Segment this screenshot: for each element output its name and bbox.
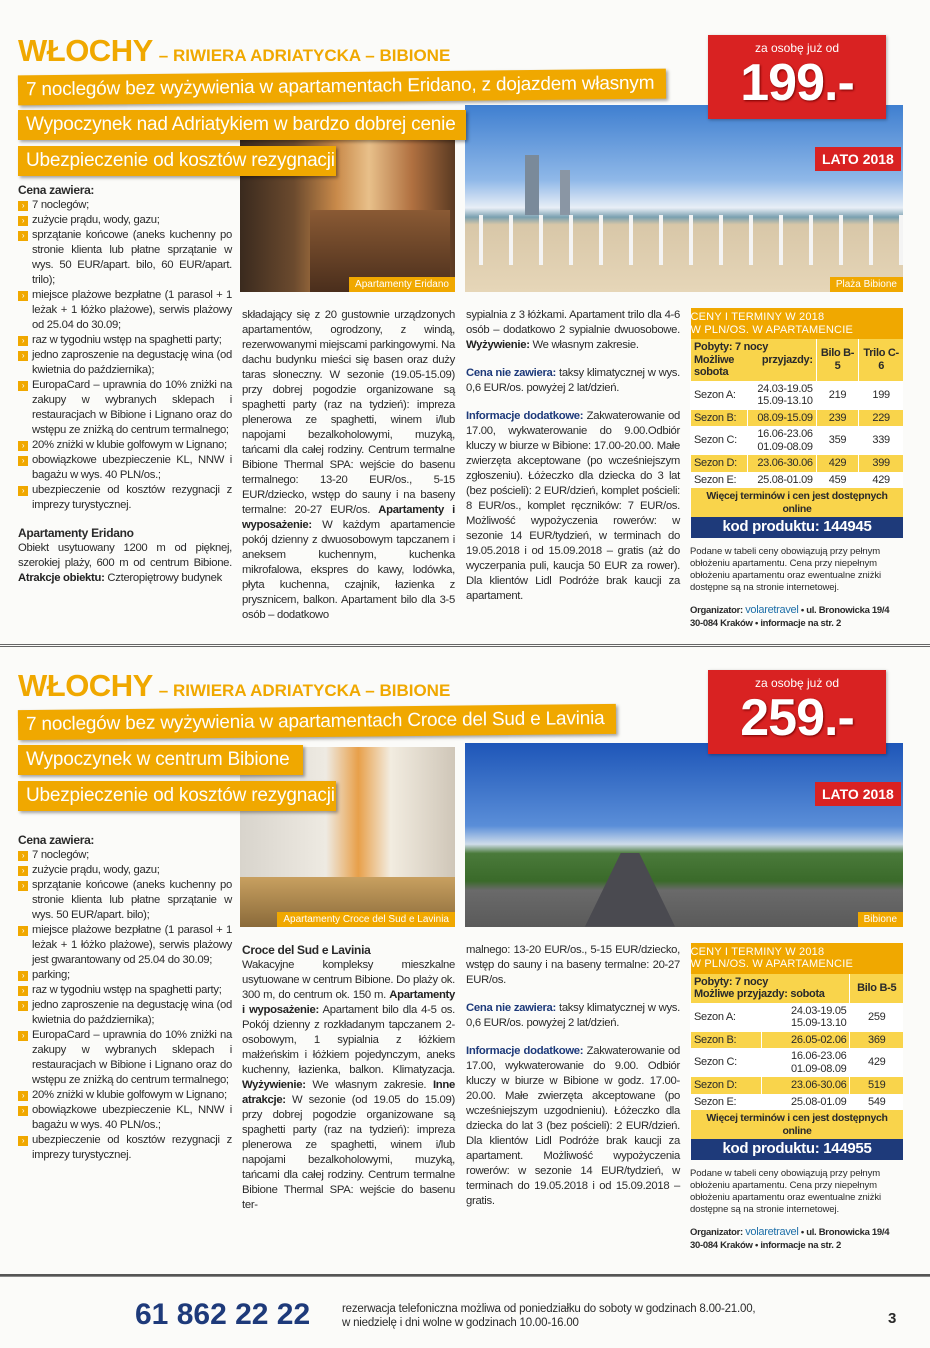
list-item: › EuropaCard – uprawnia do 10% zniżki na zakupy w wybranych sklepach i restauracjach w Bibione i Lignano oraz do wstępu ze zniżką do centrum termalnego;	[18, 378, 232, 438]
organizer	[690, 604, 903, 630]
season-name: Sezon B:	[691, 1032, 762, 1049]
photo-caption: Apartamenty Croce del Sud e Lavinia	[277, 912, 455, 927]
date-range: 08.09-15.09	[757, 411, 813, 424]
stay-length: Pobyty: 7 nocy	[694, 975, 769, 988]
section-heading: Croce del Sud e Lavinia	[242, 942, 371, 957]
season-dates	[762, 1094, 850, 1111]
table-title	[691, 943, 904, 974]
bold-label: Cena nie zawiera:	[466, 367, 556, 379]
bold-label: Apartamenty i wyposażenie:	[242, 988, 455, 1016]
paragraph	[18, 541, 232, 586]
list-item: › 20% zniżki w klubie golfowym w Lignano;	[18, 1088, 232, 1103]
table-row	[691, 381, 904, 410]
price-from-label: za osobę już od	[754, 41, 840, 55]
bold-label: Informacje dodatkowe:	[466, 410, 584, 422]
paragraph	[466, 1044, 680, 1209]
table-row	[691, 1048, 904, 1077]
bold-label-navy	[466, 410, 583, 422]
season-name: Sezon B:	[691, 410, 748, 427]
photo-caption: Plaża Bibione	[830, 277, 903, 292]
bullet-arrow-icon: ›	[18, 231, 28, 241]
price-badge	[708, 670, 886, 754]
list-item: › jedno zaproszenie na degustację wina (od kwietnia do października);	[18, 998, 232, 1028]
date-range: 25.08-01.09	[791, 1095, 847, 1108]
section-heading: Cena zawiera:	[18, 183, 95, 197]
list-item: › obowiązkowe ubezpieczenie KL, NNW i bagażu w wys. 40 PLN/os.;	[18, 453, 232, 483]
bold-label: Inne atrakcje:	[242, 1078, 455, 1106]
table-title-row	[691, 308, 904, 339]
text: malnego: 13-20 EUR/os., 5-15 EUR/dziecko, wstęp do sauny i na baseny termalne: 20-27 EUR/os.	[466, 943, 680, 986]
bold-label: Atrakcje obiektu:	[18, 572, 105, 584]
price-cell: 359	[816, 426, 859, 455]
price-cell: 429	[850, 1048, 903, 1077]
banner-headline: 7 noclegów bez wyżywienia w apartamentach Croce del Sud e Lavinia	[18, 703, 616, 739]
organizer-address: • ul. Bronowicka 19/4 30-084 Kraków • informacje na str. 2	[690, 1226, 890, 1251]
bullet-arrow-icon: ›	[18, 441, 28, 451]
text: We własnym zakresie.	[529, 339, 639, 351]
price-cell: 239	[816, 410, 859, 427]
bold-label-navy	[466, 1002, 556, 1014]
region: – RIWIERA ADRIATYCKA – BIBIONE	[158, 46, 451, 65]
region: – RIWIERA ADRIATYCKA – BIBIONE	[158, 680, 451, 700]
text: W sezonie (od 19.05 do 15.09) przy dobrej pogodzie organizowane są spaghetti party (raz na tydzień): impreza plenerowa ze spaghetti, winem i/lub napojami bezalkoholowymi, muzyką, tańcami dla całej rodziny. Centrum termalne Bibione Thermal SPA: wejście do basenu ter-	[242, 1093, 455, 1211]
price-note: Podane w tabeli ceny obowiązują przy pełnym obłożeniu apartamentu. Cena przy niepełnym obłożeniu apartamentu oraz ewentualne zniżki dostępne są na stronie internetowej.	[690, 1167, 881, 1215]
bullet-arrow-icon: ›	[18, 1106, 28, 1116]
list-item: › raz w tygodniu wstęp na spaghetti party;	[18, 983, 232, 998]
list-item: › ubezpieczenie od kosztów rezygnacji z imprezy turystycznej.	[18, 483, 232, 513]
offer-title	[18, 34, 450, 74]
column-description	[242, 943, 455, 1213]
column-header: Bilo B-5	[850, 974, 903, 1003]
column-header: Bilo B-5	[816, 339, 859, 381]
table-row	[691, 472, 904, 489]
bullet-arrow-icon: ›	[18, 1031, 28, 1041]
bold-label: Wyżywienie:	[242, 1078, 306, 1091]
date-range: 15.09-13.10	[791, 1017, 847, 1029]
table-title-row	[691, 943, 904, 974]
banner-subline: Wypoczynek w centrum Bibione	[18, 745, 303, 775]
page-number: 3	[888, 1309, 897, 1327]
country: WŁOCHY	[18, 667, 153, 703]
bullet-arrow-icon: ›	[18, 351, 28, 361]
paragraph	[242, 308, 455, 623]
text: Zakwaterowanie od 17.00, wykwaterowanie do 9.00.Odbiór kluczy w biurze w Bibione: 17.00-20.00. Małe zwierzęta akceptowane (po wcześniejszym zgłoszeniu). Łóżeczko dla dziecka do 3 lat (bez pościeli): 2 EUR/dzień, komplet pościeli: 8 EUR/os., komplet ręczników: 7 EUR/os. Możliwość wypożyczenia rowerów: w sezonie 14 EUR/tydzień, w terminach do 19.05.2018 i od 15.09.2018 – gratis (aż do wyczerpania puli, kaucja 50 EUR za rower). Dla klientów Lidl Podróże brak kaucji za apartament.	[466, 410, 681, 602]
price-cell: 229	[859, 410, 903, 427]
bold-label-navy	[466, 1045, 583, 1057]
product-code: kod produktu: 144945	[691, 517, 904, 538]
bullet-arrow-icon: ›	[18, 381, 28, 391]
bullet-arrow-icon: ›	[18, 866, 28, 876]
table-row	[691, 455, 904, 472]
text: We własnym zakresie.	[305, 1078, 433, 1091]
bullet-arrow-icon: ›	[18, 926, 28, 936]
date-range: 25.08-01.09	[757, 473, 813, 486]
country: WŁOCHY	[18, 33, 153, 68]
price-note: Podane w tabeli ceny obowiązują przy pełnym obłożeniu apartamentu. Cena przy niepełnym obłożeniu apartamentu oraz ewentualne zniżki dostępne są na stronie internetowej.	[690, 545, 881, 593]
date-range: 24.03-19.05	[757, 382, 813, 395]
date-range: 24.03-19.05	[791, 1004, 847, 1017]
list-item: › ubezpieczenie od kosztów rezygnacji z imprezy turystycznej.	[18, 1133, 232, 1163]
text: Apartament bilo dla 4-5 os. Pokój dzienny z rozkładanym tapczanem 2-osobowym, 1 sypialnia z łóżkiem małżeńskim i łóżkiem pojedynczym, aneks kuchenny, łazienka, balkon. Klimatyzacja.	[242, 1003, 455, 1076]
date-range: 23.06-30.06	[791, 1079, 847, 1091]
price-cell: 339	[859, 426, 903, 455]
text: Wakacyjne kompleksy mieszkalne usytuowane w centrum Bibione. Do plaży ok. 300 m, do centrum ok. 150 m.	[242, 958, 455, 1001]
season-dates	[762, 1003, 850, 1032]
booking-hours-weekdays: rezerwacja telefoniczna możliwa od poniedziałku do soboty w godzinach 8.00-21.00,	[342, 1302, 756, 1315]
bold-label: Informacje dodatkowe:	[466, 1044, 584, 1057]
season-name: Sezon D:	[691, 1077, 762, 1094]
season-dates	[762, 1032, 850, 1049]
section-heading: Apartamenty Eridano	[18, 526, 134, 540]
list-item: › raz w tygodniu wstęp na spaghetti party;	[18, 333, 232, 348]
organizer-label: Organizator:	[690, 604, 743, 616]
paragraph	[242, 958, 455, 1213]
bullet-arrow-icon: ›	[18, 1091, 28, 1101]
list-item: › zużycie prądu, wody, gazu;	[18, 213, 232, 228]
text: Zakwaterowanie od 17.00, wykwaterowanie do 9.00. Odbiór kluczy w biurze w Bibione w godz. 17.00-20.00. Małe zwierzęta akceptowane (po wcześniejszym uzgodnieniu). Łóżeczko dla dziecka do lat 3 (bez pościeli): 2 EUR/dzień. Dla klientów Lidl Podróże brak kaucji za apartament. Możliwość wypożyczenia rowerów: w sezonie 14 EUR/tydzień, w terminach do 19.05.2018 i od 15.09.2018 – gratis.	[466, 1044, 681, 1207]
date-range: 26.05-02.06	[791, 1033, 847, 1046]
bold-label-navy	[466, 367, 556, 379]
table-header-row	[691, 974, 904, 1003]
table-header-row	[691, 339, 904, 381]
price-cell: 399	[859, 455, 903, 472]
beach-photo	[465, 105, 903, 292]
price-cell: 259	[850, 1003, 903, 1032]
bold-label: Cena nie zawiera:	[466, 1001, 556, 1014]
date-range: 15.09-13.10	[757, 395, 813, 407]
organizer-address: • ul. Bronowicka 19/4 30-084 Kraków • informacje na str. 2	[690, 604, 890, 629]
column-prices	[690, 308, 903, 630]
offer-croce-del-sud	[0, 665, 930, 1260]
list-item: › miejsce plażowe bezpłatne (1 parasol + 1 leżak + 1 łóżko plażowe), serwis plażowy jest gwarantowany od 25.04 do 30.09;	[18, 923, 232, 968]
paragraph	[466, 409, 680, 604]
list-item: › 7 noclegów;	[18, 198, 232, 213]
list-item: › EuropaCard – uprawnia do 10% zniżki na zakupy w wybranych sklepach i restauracjach w Bibione i Lignano oraz do wstępu ze zniżką do centrum termalnego;	[18, 1028, 232, 1088]
price-from-label: za osobę już od	[754, 675, 840, 690]
page-footer	[0, 1274, 930, 1348]
table-row	[691, 426, 904, 455]
paragraph	[466, 943, 680, 988]
season-dates	[762, 1048, 850, 1077]
organizer	[690, 1226, 903, 1252]
date-range: 16.06-23.06	[757, 428, 813, 440]
product-code-row	[691, 1139, 904, 1160]
includes-list	[18, 848, 232, 1163]
banner-headline: 7 noclegów bez wyżywienia w apartamentach Eridano, z dojazdem własnym	[18, 69, 666, 106]
price-table	[690, 943, 903, 1160]
table-title-line: CENY I TERMINY W 2018	[690, 311, 825, 323]
offer-eridano	[0, 30, 930, 638]
season-name: Sezon C:	[691, 1048, 762, 1077]
price-badge	[708, 35, 886, 119]
bullet-arrow-icon: ›	[18, 986, 28, 996]
text: składający się z 20 gustownie urządzonych apartamentów, ogrodzony, z windą, rezerwowanymi miejscami parkingowymi. Na dachu budynku mieści się basen oraz duży taras słoneczny. W sezonie (19.05-15.09) przy dobrej pogodzie organizowane są spaghetti party (raz na tydzień): impreza plenerowa ze spaghetti, winem i/lub napojami bezalkoholowymi, muzyką, tańcami dla całej rodziny. Centrum termalne Bibione Thermal SPA: wejście do basenu termalnego: 13-20 EUR/os., 5-15 EUR/dziecko, wstęp do sauny i na baseny termalne: 20-27 EUR/os.	[242, 309, 455, 516]
banner-insurance: Ubezpieczenie od kosztów rezygnacji	[18, 781, 336, 811]
table-row	[691, 410, 904, 427]
list-item: › 7 noclegów;	[18, 848, 232, 863]
table-title	[691, 308, 904, 339]
banner-insurance: Ubezpieczenie od kosztów rezygnacji	[18, 146, 336, 176]
table-row	[691, 1032, 904, 1049]
photo-caption: Bibione	[858, 912, 903, 927]
product-code-row	[691, 517, 904, 538]
section-divider	[0, 644, 930, 647]
list-item: › miejsce plażowe bezpłatne (1 parasol + 1 leżak + 1 łóżko plażowe), serwis plażowy od 25.04 do 30.09;	[18, 288, 232, 333]
more-dates-link[interactable]: Więcej terminów i cen jest dostępnych online	[691, 1110, 904, 1139]
list-item: › sprzątanie końcowe (aneks kuchenny po stronie klienta lub płatne sprzątanie w wys. 50 EUR/apart. bilo, 60 EUR/apart. trilo);	[18, 228, 232, 288]
text: taksy klimatycznej w wys. 0,6 EUR/os. powyżej 2 lat/dzień.	[466, 1001, 680, 1029]
price-cell: 459	[816, 472, 859, 489]
stay-info	[691, 339, 817, 381]
organizer-label: Organizator:	[690, 1226, 743, 1238]
bullet-arrow-icon: ›	[18, 216, 28, 226]
column-description	[242, 308, 455, 623]
season-name: Sezon C:	[691, 426, 748, 455]
table-row	[691, 1003, 904, 1032]
text: W każdym apartamencie pokój dzienny z dwuosobowym tapczanem i aneksem kuchennym, kuchenka mikrofalowa, ekspres do kawy, lodówka, płyta kuchenna, czajnik, łazienka z prysznicem, balkon. Apartament bilo dla 3-5 osób – dodatkowo	[242, 519, 455, 621]
organizer-logo: volaretravel	[745, 1225, 799, 1238]
date-range: 01.09-08.09	[791, 1062, 847, 1075]
season-badge: LATO 2018	[815, 147, 901, 171]
more-dates-link[interactable]: Więcej terminów i cen jest dostępnych online	[691, 488, 904, 517]
price-table	[690, 308, 903, 538]
paragraph	[466, 308, 680, 353]
season-name: Sezon E:	[691, 472, 748, 489]
bullet-arrow-icon: ›	[18, 201, 28, 211]
bold-label: Wyżywienie:	[466, 339, 530, 351]
bullet-arrow-icon: ›	[18, 851, 28, 861]
season-name: Sezon E:	[691, 1094, 762, 1111]
arrival-days: Możliwe przyjazdy: sobota	[694, 353, 813, 378]
section-heading: Cena zawiera:	[18, 832, 95, 847]
price-value: 199.-	[740, 54, 854, 112]
price-cell: 219	[816, 381, 859, 410]
bullet-arrow-icon: ›	[18, 456, 28, 466]
text: Obiekt usytuowany 1200 m od pięknej, szerokiej plaży, 600 m od centrum Bibione.	[18, 542, 232, 569]
banner-subline: Wypoczynek nad Adriatykiem w bardzo dobrej cenie	[18, 110, 466, 140]
column-includes	[18, 833, 232, 1163]
date-range: 16.06-23.06	[791, 1050, 847, 1062]
bullet-arrow-icon: ›	[18, 971, 28, 981]
season-dates	[747, 410, 816, 427]
table-row	[691, 1077, 904, 1094]
column-prices	[690, 943, 903, 1252]
text: sypialnia z 3 łóżkami. Apartament trilo dla 4-6 osób – dodatkowo 2 sypialnie dwuosobowe.	[466, 309, 680, 336]
season-dates	[747, 472, 816, 489]
footer-divider	[0, 1274, 930, 1277]
season-dates	[747, 455, 816, 472]
season-dates	[747, 381, 816, 410]
price-cell: 549	[850, 1094, 903, 1111]
date-range: 23.06-30.06	[757, 457, 813, 469]
bullet-arrow-icon: ›	[18, 486, 28, 496]
organizer-logo: volaretravel	[745, 603, 799, 616]
bullet-arrow-icon: ›	[18, 1136, 28, 1146]
text: taksy klimatycznej w wys. 0,6 EUR/os. powyżej 2 lat/dzień.	[466, 367, 680, 394]
season-dates	[747, 426, 816, 455]
table-title-line: W PLN/OS. W APARTAMENCIE	[690, 958, 853, 970]
season-name: Sezon D:	[691, 455, 748, 472]
column-includes	[18, 183, 232, 586]
table-row	[691, 1094, 904, 1111]
bullet-arrow-icon: ›	[18, 881, 28, 891]
price-cell: 519	[850, 1077, 903, 1094]
price-cell: 429	[859, 472, 903, 489]
bullet-arrow-icon: ›	[18, 291, 28, 301]
column-additional-info	[466, 943, 680, 1209]
table-title-line: W PLN/OS. W APARTAMENCIE	[690, 323, 853, 336]
list-item: › obowiązkowe ubezpieczenie KL, NNW i bagażu w wys. 40 PLN/os.;	[18, 1103, 232, 1133]
price-cell: 369	[850, 1032, 903, 1049]
booking-hours	[342, 1302, 755, 1330]
bullet-arrow-icon: ›	[18, 1001, 28, 1011]
column-additional-info	[466, 308, 680, 604]
paragraph	[466, 1001, 680, 1031]
list-item: › sprzątanie końcowe (aneks kuchenny po stronie klienta lub płatne sprzątanie w wys. 50 EUR/apart. bilo);	[18, 878, 232, 923]
bullet-arrow-icon: ›	[18, 336, 28, 346]
offer-title	[18, 669, 450, 709]
price-cell: 199	[859, 381, 903, 410]
product-code: kod produktu: 144955	[691, 1139, 904, 1160]
season-name: Sezon A:	[691, 1003, 762, 1032]
text: Czteropiętrowy budynek	[104, 572, 222, 584]
promenade-photo	[465, 743, 903, 927]
season-badge: LATO 2018	[815, 782, 901, 806]
photo-caption: Apartamenty Eridano	[349, 277, 455, 292]
table-title-line: CENY I TERMINY W 2018	[690, 945, 825, 958]
paragraph	[466, 366, 680, 396]
list-item: › 20% zniżki w klubie golfowym w Lignano;	[18, 438, 232, 453]
stay-info	[691, 974, 850, 1003]
price-cell: 429	[816, 455, 859, 472]
bold-label: Apartamenty i wyposażenie:	[242, 504, 455, 531]
more-dates-row	[691, 488, 904, 517]
stay-length: Pobyty: 7 nocy	[694, 341, 769, 353]
arrival-days: Możliwe przyjazdy: sobota	[694, 988, 825, 1000]
more-dates-row	[691, 1110, 904, 1139]
season-dates	[762, 1077, 850, 1094]
price-value: 259.-	[740, 688, 854, 747]
list-item: › parking;	[18, 968, 232, 983]
season-name: Sezon A:	[691, 381, 748, 410]
booking-hours-weekend: w niedzielę i dni wolne w godzinach 10.00-16.00	[342, 1316, 579, 1329]
list-item: › jedno zaproszenie na degustację wina (od kwietnia do października);	[18, 348, 232, 378]
column-header: Trilo C-6	[859, 339, 903, 381]
includes-list	[18, 198, 232, 513]
date-range: 01.09-08.09	[757, 440, 813, 453]
list-item: › zużycie prądu, wody, gazu;	[18, 863, 232, 878]
booking-phone[interactable]: 61 862 22 22	[135, 1297, 311, 1331]
